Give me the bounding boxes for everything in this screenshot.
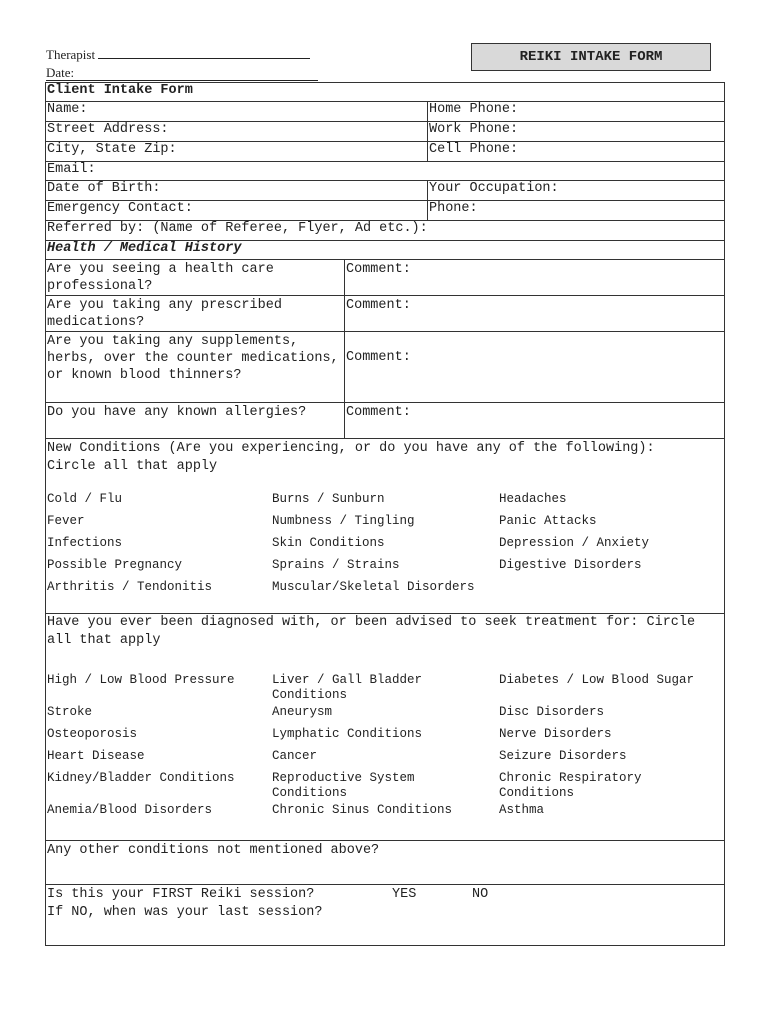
diagnosed-liver-gall[interactable]: Liver / Gall Bladder Conditions <box>272 673 423 702</box>
diagnosed-disc[interactable]: Disc Disorders <box>499 705 605 719</box>
comment-field-3[interactable]: Comment: <box>344 332 724 402</box>
email-field[interactable]: Email: <box>47 162 96 177</box>
therapist-field <box>46 47 310 63</box>
condition-possible-pregnancy[interactable]: Possible Pregnancy <box>47 558 183 572</box>
row-referred <box>46 221 724 241</box>
diagnosed-asthma[interactable]: Asthma <box>499 803 545 817</box>
health-q1-row <box>46 260 724 296</box>
condition-panic-attacks[interactable]: Panic Attacks <box>499 514 597 528</box>
comment-field-1[interactable]: Comment: <box>344 260 724 295</box>
diagnosed-diabetes[interactable]: Diabetes / Low Blood Sugar <box>499 673 695 687</box>
city-state-zip-field[interactable]: City, State Zip: <box>47 142 177 157</box>
condition-depression-anxiety[interactable]: Depression / Anxiety <box>499 536 650 550</box>
row-email <box>46 162 724 181</box>
diagnosed-lymphatic[interactable]: Lymphatic Conditions <box>272 727 423 741</box>
comment-field-2[interactable]: Comment: <box>344 296 724 331</box>
yes-option[interactable]: YES <box>392 887 417 902</box>
condition-burns[interactable]: Burns / Sunburn <box>272 492 385 506</box>
diagnosed-respiratory[interactable]: Chronic Respiratory Conditions <box>499 771 642 800</box>
health-section-header <box>46 241 724 260</box>
row-name <box>46 102 724 122</box>
first-session-question: Is this your FIRST Reiki session? <box>47 887 315 902</box>
condition-muscular-skeletal[interactable]: Muscular/Skeletal Disorders <box>272 580 475 594</box>
health-question-4: Do you have any known allergies? <box>47 405 307 420</box>
other-conditions-section[interactable] <box>46 841 724 885</box>
referred-by-field[interactable]: Referred by: (Name of Referee, Flyer, Ad etc.): <box>47 221 428 236</box>
diagnosed-anemia[interactable]: Anemia/Blood Disorders <box>47 803 213 817</box>
condition-arthritis[interactable]: Arthritis / Tendonitis <box>47 580 213 594</box>
condition-skin[interactable]: Skin Conditions <box>272 536 385 550</box>
diagnosed-kidney-bladder[interactable]: Kidney/Bladder Conditions <box>47 771 235 785</box>
diagnosed-reproductive[interactable]: Reproductive System Conditions <box>272 771 415 800</box>
health-q3-row <box>46 332 724 403</box>
work-phone-field[interactable]: Work Phone: <box>427 122 724 141</box>
home-phone-field[interactable]: Home Phone: <box>427 102 724 121</box>
health-question-2: Are you taking any prescribed medications? <box>47 298 282 330</box>
diagnosed-stroke[interactable]: Stroke <box>47 705 93 719</box>
comment-field-4[interactable]: Comment: <box>344 403 724 438</box>
session-section <box>46 885 724 945</box>
condition-sprains[interactable]: Sprains / Strains <box>272 558 400 572</box>
intake-form <box>45 82 725 946</box>
street-address-field[interactable]: Street Address: <box>47 122 169 137</box>
condition-numbness[interactable]: Numbness / Tingling <box>272 514 415 528</box>
row-street <box>46 122 724 142</box>
occupation-field[interactable]: Your Occupation: <box>427 181 724 200</box>
row-city <box>46 142 724 162</box>
date-line[interactable] <box>46 80 318 81</box>
row-dob <box>46 181 724 201</box>
name-field[interactable]: Name: <box>47 102 88 117</box>
other-conditions-question: Any other conditions not mentioned above? <box>47 843 380 858</box>
diagnosed-intro: Have you ever been diagnosed with, or been advised to seek treatment for: Circle all that apply <box>47 615 696 648</box>
health-question-3: Are you taking any supplements, herbs, over the counter medications, or known blood thinners? <box>47 334 339 383</box>
client-section-title: Client Intake Form <box>47 83 193 98</box>
diagnosed-osteoporosis[interactable]: Osteoporosis <box>47 727 138 741</box>
client-section-header <box>46 83 724 102</box>
diagnosed-blood-pressure[interactable]: High / Low Blood Pressure <box>47 673 235 687</box>
diagnosed-aneurysm[interactable]: Aneurysm <box>272 705 333 719</box>
condition-headaches[interactable]: Headaches <box>499 492 567 506</box>
condition-digestive[interactable]: Digestive Disorders <box>499 558 642 572</box>
no-option[interactable]: NO <box>472 887 489 902</box>
emergency-contact-field[interactable]: Emergency Contact: <box>47 201 193 216</box>
diagnosed-nerve[interactable]: Nerve Disorders <box>499 727 612 741</box>
last-session-question: If NO, when was your last session? <box>47 905 323 920</box>
condition-cold-flu[interactable]: Cold / Flu <box>47 492 123 506</box>
diagnosed-chronic-sinus[interactable]: Chronic Sinus Conditions <box>272 803 453 817</box>
health-q4-row <box>46 403 724 439</box>
cell-phone-field[interactable]: Cell Phone: <box>427 142 724 161</box>
health-question-1: Are you seeing a health care professional? <box>47 262 274 294</box>
emergency-phone-field[interactable]: Phone: <box>427 201 724 220</box>
diagnosed-cancer[interactable]: Cancer <box>272 749 318 763</box>
form-title: REIKI INTAKE FORM <box>471 43 711 71</box>
new-conditions-section <box>46 439 724 614</box>
therapist-label: Therapist <box>46 47 96 62</box>
condition-fever[interactable]: Fever <box>47 514 85 528</box>
diagnosed-section <box>46 614 724 841</box>
diagnosed-heart-disease[interactable]: Heart Disease <box>47 749 145 763</box>
health-section-title: Health / Medical History <box>47 241 242 256</box>
diagnosed-seizure[interactable]: Seizure Disorders <box>499 749 627 763</box>
therapist-line[interactable] <box>98 47 310 59</box>
health-q2-row <box>46 296 724 332</box>
date-label: Date: <box>46 65 75 80</box>
condition-infections[interactable]: Infections <box>47 536 123 550</box>
dob-field[interactable]: Date of Birth: <box>47 181 161 196</box>
new-conditions-intro: New Conditions (Are you experiencing, or do you have any of the following): Circle all that apply <box>47 441 655 474</box>
row-emergency <box>46 201 724 221</box>
